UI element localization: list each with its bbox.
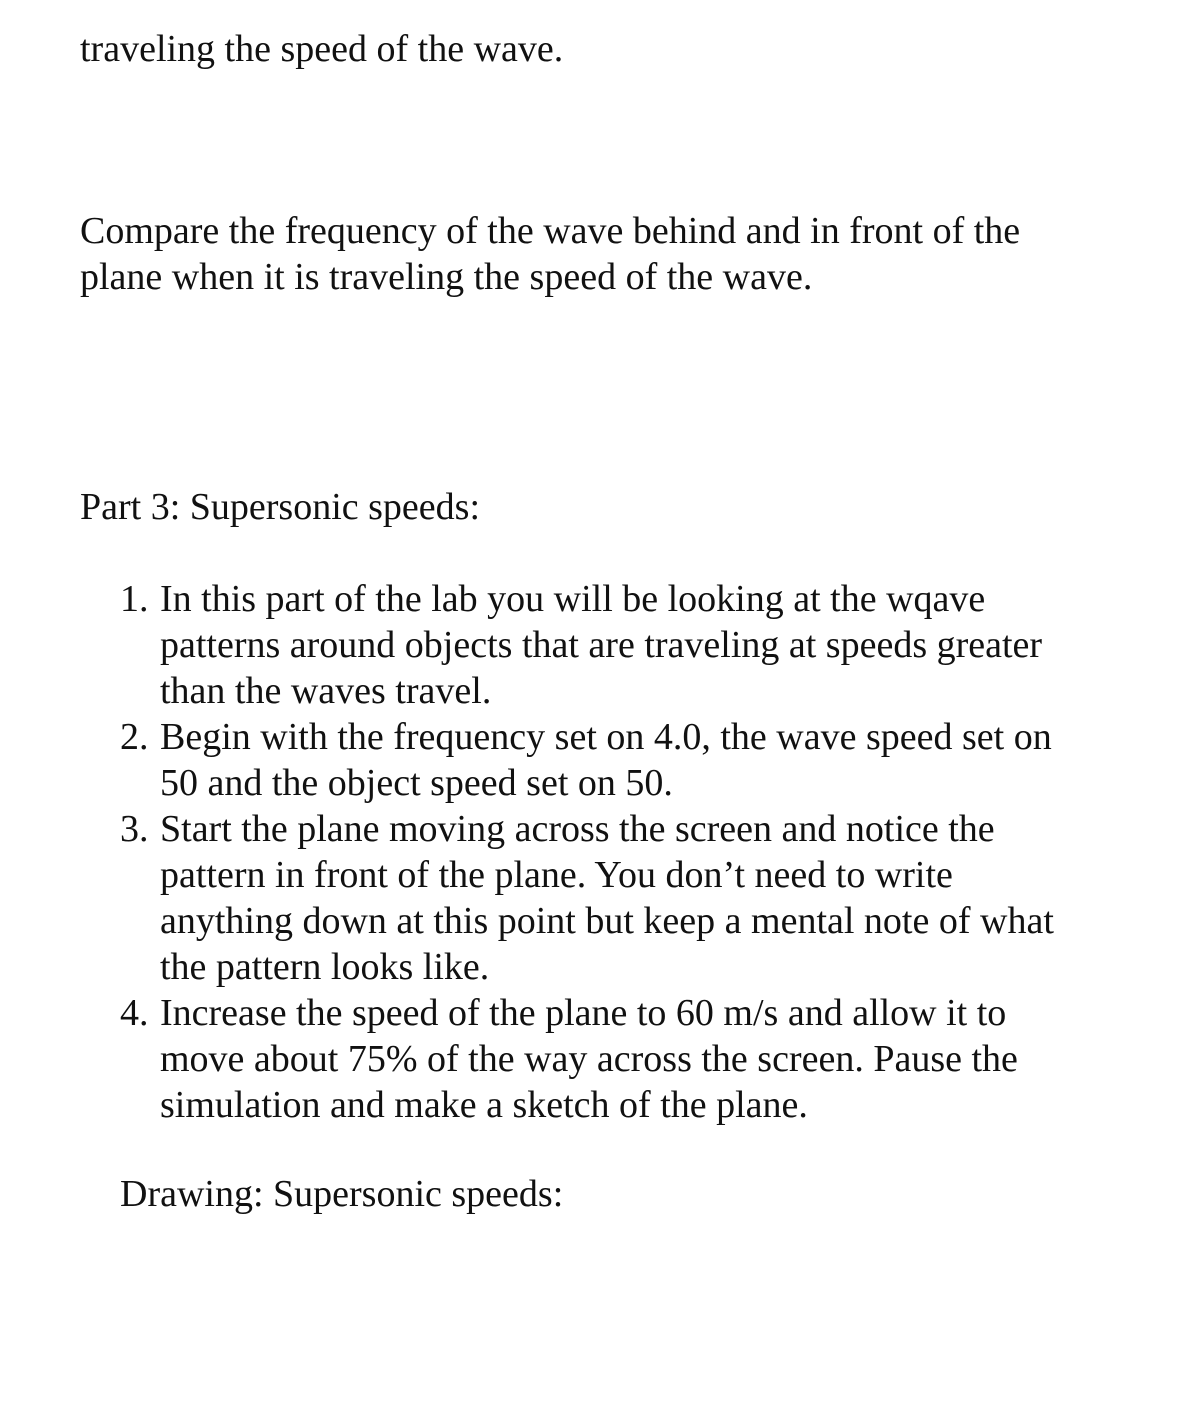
step-line: simulation and make a sketch of the plane. [160, 1084, 808, 1126]
step-line: 50 and the object speed set on 50. [160, 762, 673, 804]
compare-frequency-question [80, 208, 1020, 300]
step-line: Begin with the frequency set on 4.0, the wave speed set on [160, 716, 1052, 758]
step-number: 1. [120, 578, 149, 620]
step-line: the pattern looks like. [160, 946, 490, 988]
step-line: patterns around objects that are traveling at speeds greater [160, 624, 1043, 666]
step-line: Increase the speed of the plane to 60 m/s and allow it to [160, 992, 1007, 1034]
step-line: than the waves travel. [160, 670, 492, 712]
step-item [120, 990, 1054, 1128]
fragment-line: traveling the speed of the wave. [80, 28, 564, 70]
step-line: move about 75% of the way across the screen. Pause the [160, 1038, 1018, 1080]
step-line: Start the plane moving across the screen and notice the [160, 808, 995, 850]
step-line: pattern in front of the plane. You don’t need to write [160, 854, 953, 896]
step-item [120, 806, 1054, 990]
part3-heading: Part 3: Supersonic speeds: [80, 486, 481, 528]
step-number: 2. [120, 716, 149, 758]
step-item [120, 576, 1054, 714]
step-item [120, 714, 1054, 806]
part3-steps-list [120, 576, 1054, 1128]
step-number: 4. [120, 992, 149, 1034]
previous-question-fragment [80, 26, 563, 72]
drawing-label: Drawing: Supersonic speeds: [120, 1173, 564, 1215]
step-line: In this part of the lab you will be looking at the wqave [160, 578, 986, 620]
question-line: plane when it is traveling the speed of the wave. [80, 256, 813, 298]
step-line: anything down at this point but keep a mental note of what [160, 900, 1054, 942]
step-number: 3. [120, 808, 149, 850]
question-line: Compare the frequency of the wave behind and in front of the [80, 210, 1021, 252]
